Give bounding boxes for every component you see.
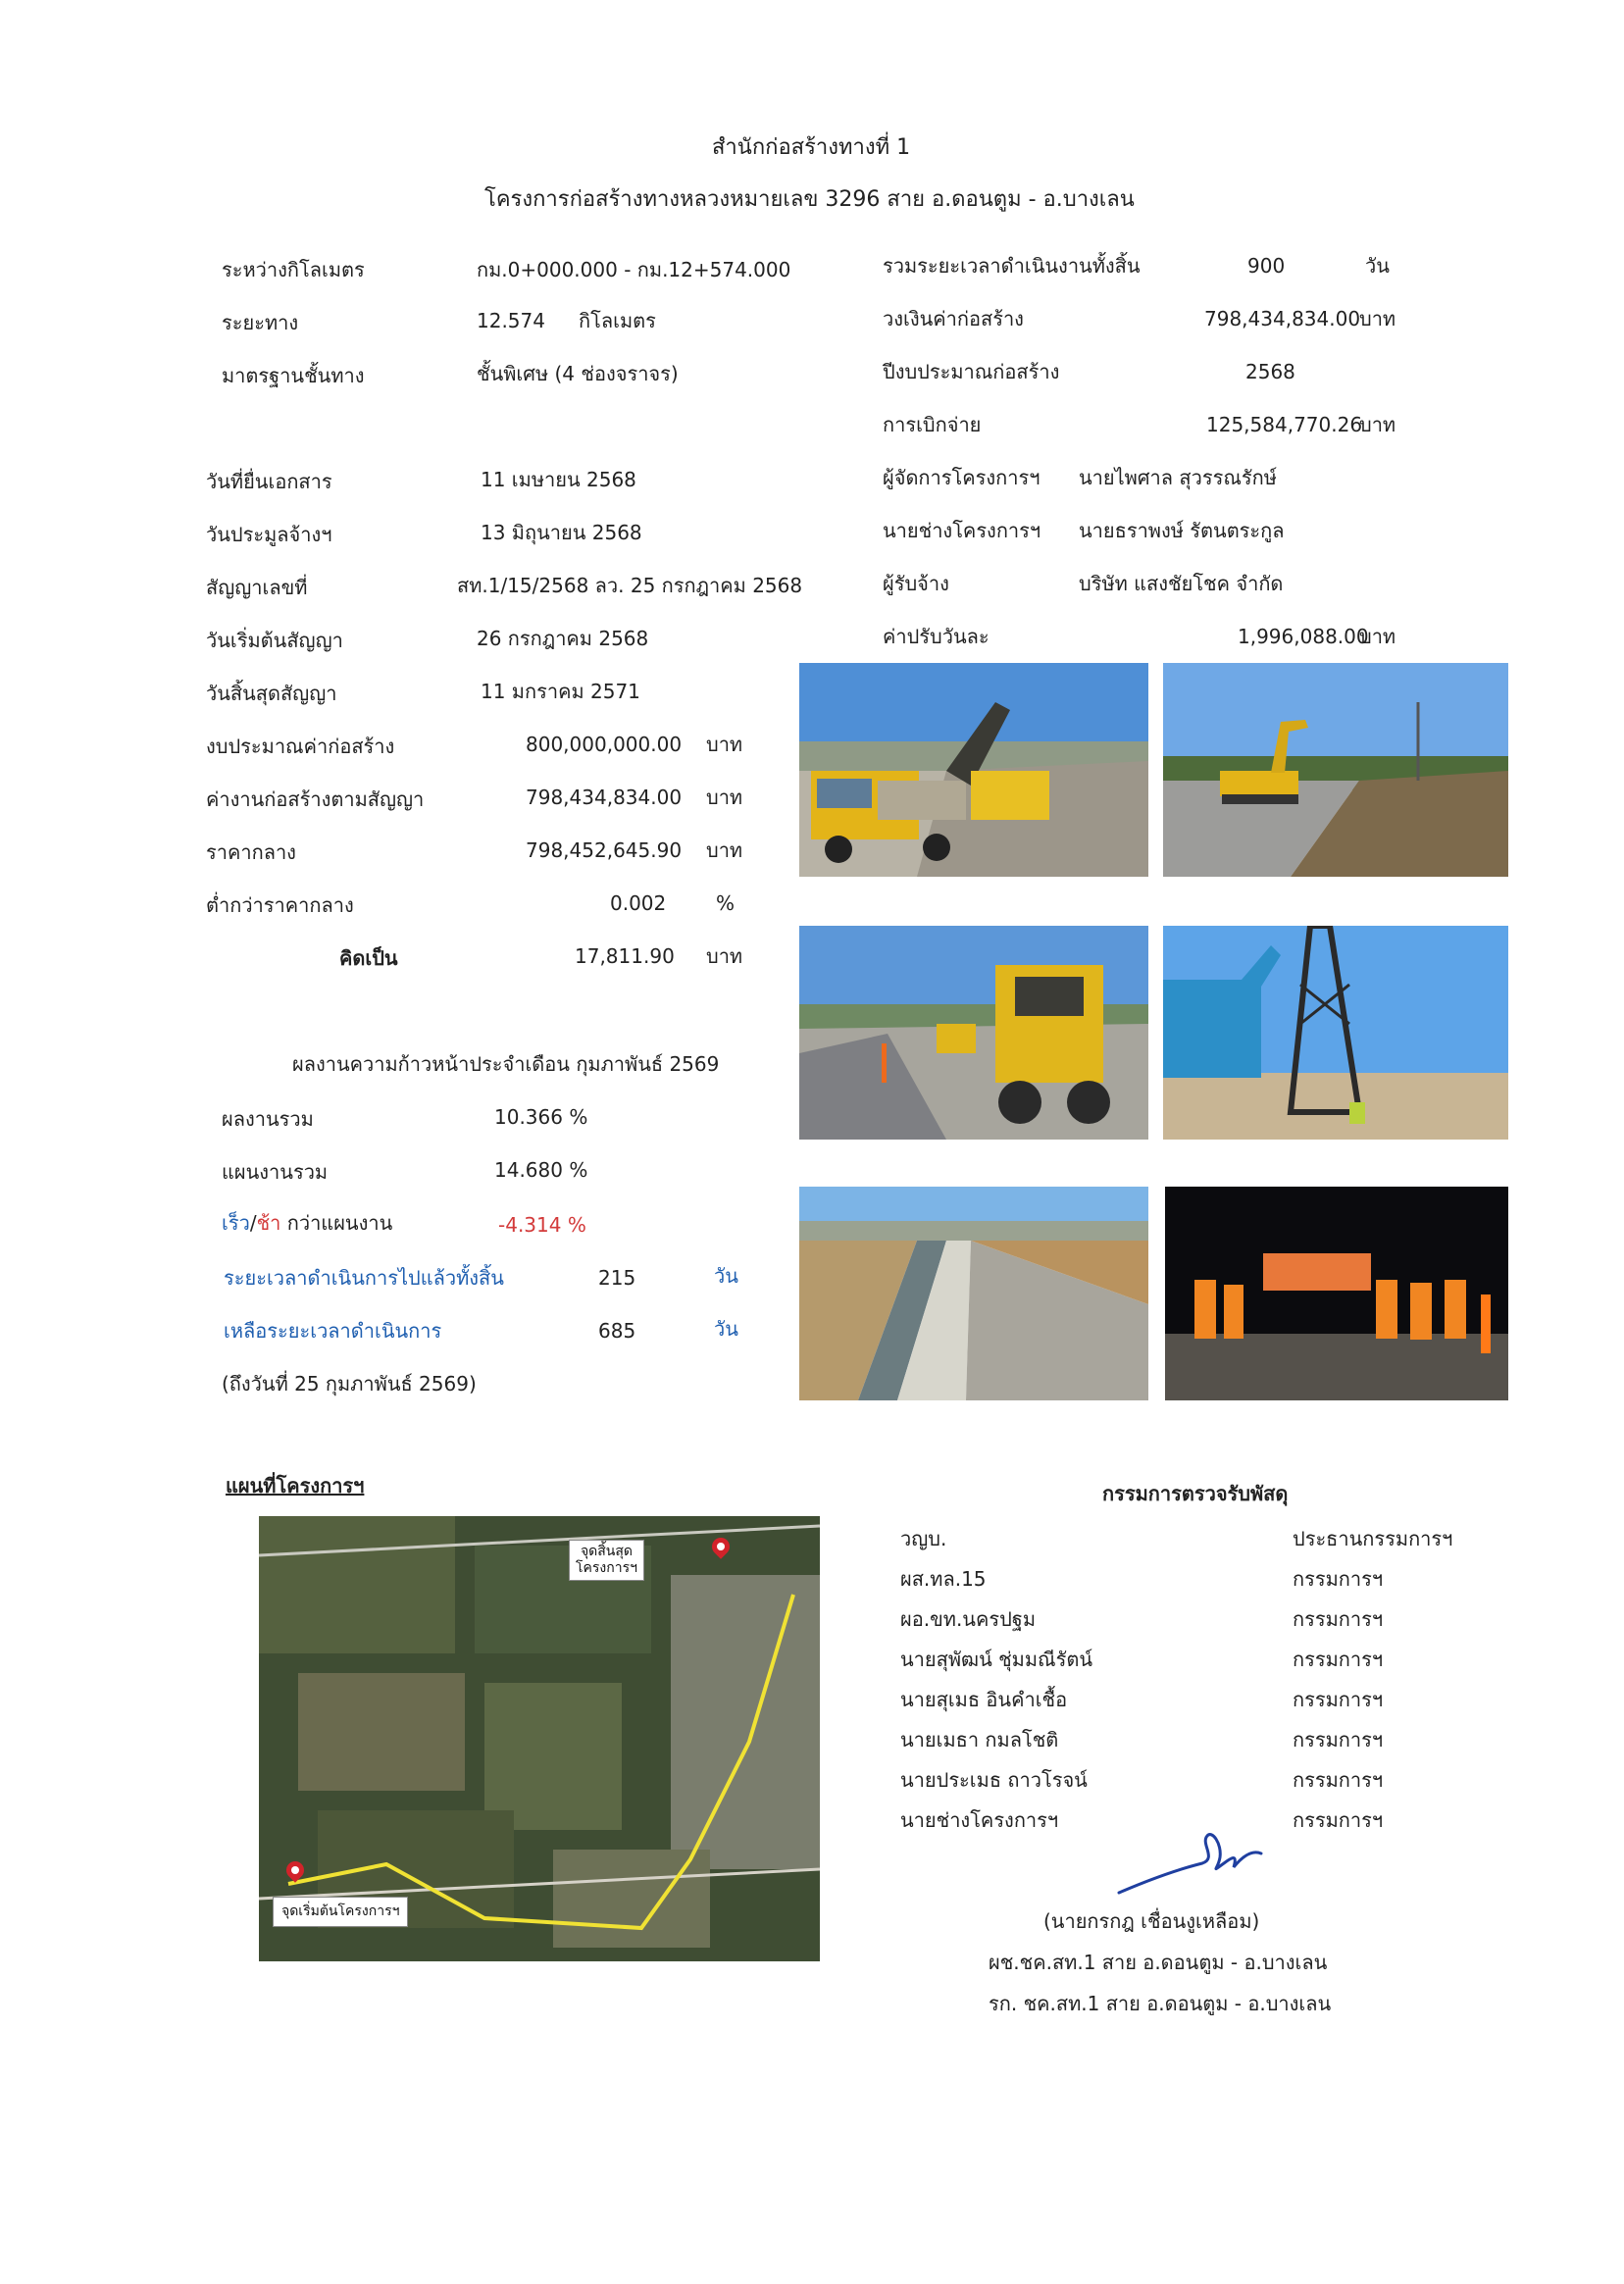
committee-role: กรรมการฯ (1293, 1728, 1384, 1751)
committee-role: กรรมการฯ (1293, 1567, 1384, 1591)
budget-value: 0.002 (610, 891, 667, 915)
end-point-line-2: โครงการฯ (576, 1560, 637, 1576)
committee-member: นายสุเมธ อินคำเชื้อ (900, 1688, 1068, 1711)
plan-value: 14.680 % (494, 1158, 588, 1182)
photo-milling-truck (799, 663, 1148, 877)
slash: / (249, 1211, 257, 1235)
end-point-line-1: จุดสิ้นสุด (580, 1544, 633, 1559)
detail-label: ระยะทาง (222, 311, 299, 334)
map-title: แผนที่โครงการฯ (226, 1474, 365, 1497)
signer-position-2: รก. ชค.สท.1 สาย อ.ดอนตูม - อ.บางเลน (989, 1992, 1332, 2015)
detail-value: 11 เมษายน 2568 (481, 468, 636, 491)
budget-label: ราคากลาง (206, 840, 296, 864)
start-point-label: จุดเริ่มต้นโครงการฯ (273, 1897, 408, 1927)
committee-role: กรรมการฯ (1293, 1607, 1384, 1631)
committee-role: กรรมการฯ (1293, 1808, 1384, 1832)
photo-piling-rig (1163, 926, 1508, 1140)
remaining-unit: วัน (714, 1317, 738, 1341)
budget-label: ต่ำกว่าราคากลาง (206, 893, 354, 917)
as-of-date: (ถึงวันที่ 25 กุมภาพันธ์ 2569) (222, 1372, 477, 1396)
detail-label: การเบิกจ่าย (883, 413, 982, 436)
project-map (259, 1516, 820, 1961)
detail-value: 1,996,088.00 (1238, 625, 1369, 648)
detail-value: นายไพศาล สุวรรณรักษ์ (1079, 466, 1277, 489)
remaining-value: 685 (598, 1319, 636, 1343)
budget-value: 798,452,645.90 (526, 838, 683, 862)
committee-role: กรรมการฯ (1293, 1768, 1384, 1792)
detail-value: 13 มิถุนายน 2568 (481, 521, 642, 544)
photo-grader-road (799, 926, 1148, 1140)
photo-excavator-clearing (1163, 663, 1508, 877)
detail-label: วันประมูลจ้างฯ (206, 523, 332, 546)
detail-value: 900 (1247, 254, 1286, 278)
detail-unit: บาท (1359, 307, 1396, 330)
vs-plan-word: กว่าแผนงาน (286, 1211, 393, 1235)
detail-label: ผู้จัดการโครงการฯ (883, 466, 1040, 489)
budget-unit: บาท (706, 838, 743, 862)
detail-value: 125,584,770.26 (1206, 413, 1363, 436)
detail-label: นายช่างโครงการฯ (883, 519, 1041, 542)
detail-label: ระหว่างกิโลเมตร (222, 258, 365, 281)
budget-unit: บาท (706, 733, 743, 756)
office-title: สำนักก่อสร้างทางที่ 1 (712, 135, 911, 160)
budget-unit: บาท (706, 944, 743, 968)
elapsed-label: ระยะเวลาดำเนินการไปแล้วทั้งสิ้น (224, 1266, 504, 1290)
detail-unit: บาท (1359, 625, 1396, 648)
committee-member: นายประเมธ ถาวโรจน์ (900, 1768, 1088, 1792)
detail-unit: วัน (1365, 254, 1390, 278)
committee-role: กรรมการฯ (1293, 1688, 1384, 1711)
project-title: โครงการก่อสร้างทางหลวงหมายเลข 3296 สาย อ.ดอนตูม - อ.บางเลน (484, 187, 1135, 212)
variance-value: -4.314 % (498, 1213, 586, 1237)
budget-unit: บาท (706, 786, 743, 809)
budget-label: คิดเป็น (339, 946, 398, 970)
detail-unit: บาท (1359, 413, 1396, 436)
plan-label: แผนงานรวม (222, 1160, 329, 1184)
committee-role: ประธานกรรมการฯ (1293, 1527, 1453, 1550)
committee-member: นายช่างโครงการฯ (900, 1808, 1059, 1832)
detail-label: ค่าปรับวันละ (883, 625, 990, 648)
elapsed-value: 215 (598, 1266, 636, 1290)
fast-word: เร็ว (222, 1211, 250, 1235)
committee-member: วญบ. (900, 1527, 947, 1550)
end-point-label (569, 1540, 644, 1581)
detail-label: วันเริ่มต้นสัญญา (206, 629, 343, 652)
committee-member: นายเมธา กมลโชติ (900, 1728, 1059, 1751)
detail-value: 26 กรกฎาคม 2568 (477, 627, 649, 650)
detail-label: ปีงบประมาณก่อสร้าง (883, 360, 1060, 383)
variance-label (222, 1210, 392, 1236)
committee-member: ผอ.ขท.นครปฐม (900, 1607, 1037, 1631)
budget-value: 17,811.90 (575, 944, 675, 968)
actual-label: ผลงานรวม (222, 1107, 314, 1131)
detail-value: นายธราพงษ์ รัตนตระกูล (1079, 519, 1285, 542)
signature (1114, 1824, 1291, 1903)
actual-value: 10.366 % (494, 1105, 588, 1129)
detail-label: ผู้รับจ้าง (883, 572, 949, 595)
photo-drainage-channel (799, 1187, 1148, 1400)
detail-label: สัญญาเลขที่ (206, 576, 308, 599)
detail-label: วงเงินค่าก่อสร้าง (883, 307, 1024, 330)
detail-unit: กิโลเมตร (579, 309, 656, 332)
detail-value: 2568 (1245, 360, 1295, 383)
photo-night-team (1165, 1187, 1508, 1400)
detail-value: บริษัท แสงชัยโชค จำกัด (1079, 572, 1284, 595)
detail-label: รวมระยะเวลาดำเนินงานทั้งสิ้น (883, 254, 1141, 278)
committee-member: ผส.ทล.15 (900, 1567, 987, 1591)
slow-word: ช้า (256, 1211, 281, 1235)
detail-value: 798,434,834.00 (1204, 307, 1361, 330)
committee-role: กรรมการฯ (1293, 1648, 1384, 1671)
budget-label: งบประมาณค่าก่อสร้าง (206, 735, 395, 758)
remaining-label: เหลือระยะเวลาดำเนินการ (224, 1319, 442, 1343)
detail-value: 11 มกราคม 2571 (481, 680, 640, 703)
detail-value: 12.574 (477, 309, 545, 332)
detail-value: ชั้นพิเศษ (4 ช่องจราจร) (477, 362, 679, 385)
budget-value: 798,434,834.00 (526, 786, 683, 809)
signer-name: (นายกรกฎ เชื่อนงูเหลือม) (1043, 1909, 1260, 1933)
budget-label: ค่างานก่อสร้างตามสัญญา (206, 787, 425, 811)
detail-value: สท.1/15/2568 ลว. 25 กรกฎาคม 2568 (457, 574, 803, 597)
committee-member: นายสุพัฒน์ ชุ่มมณีรัตน์ (900, 1648, 1093, 1671)
signer-position-1: ผช.ชค.สท.1 สาย อ.ดอนตูม - อ.บางเลน (989, 1951, 1328, 1974)
budget-value: 800,000,000.00 (526, 733, 683, 756)
detail-label: มาตรฐานชั้นทาง (222, 364, 365, 387)
elapsed-unit: วัน (714, 1264, 738, 1288)
detail-label: วันสิ้นสุดสัญญา (206, 682, 337, 705)
progress-title: ผลงานความก้าวหน้าประจำเดือน กุมภาพันธ์ 2569 (292, 1052, 720, 1076)
committee-title: กรรมการตรวจรับพัสดุ (1102, 1482, 1289, 1505)
detail-label: วันที่ยื่นเอกสาร (206, 470, 332, 493)
budget-unit: % (716, 891, 736, 915)
detail-value: กม.0+000.000 - กม.12+574.000 (477, 258, 791, 281)
